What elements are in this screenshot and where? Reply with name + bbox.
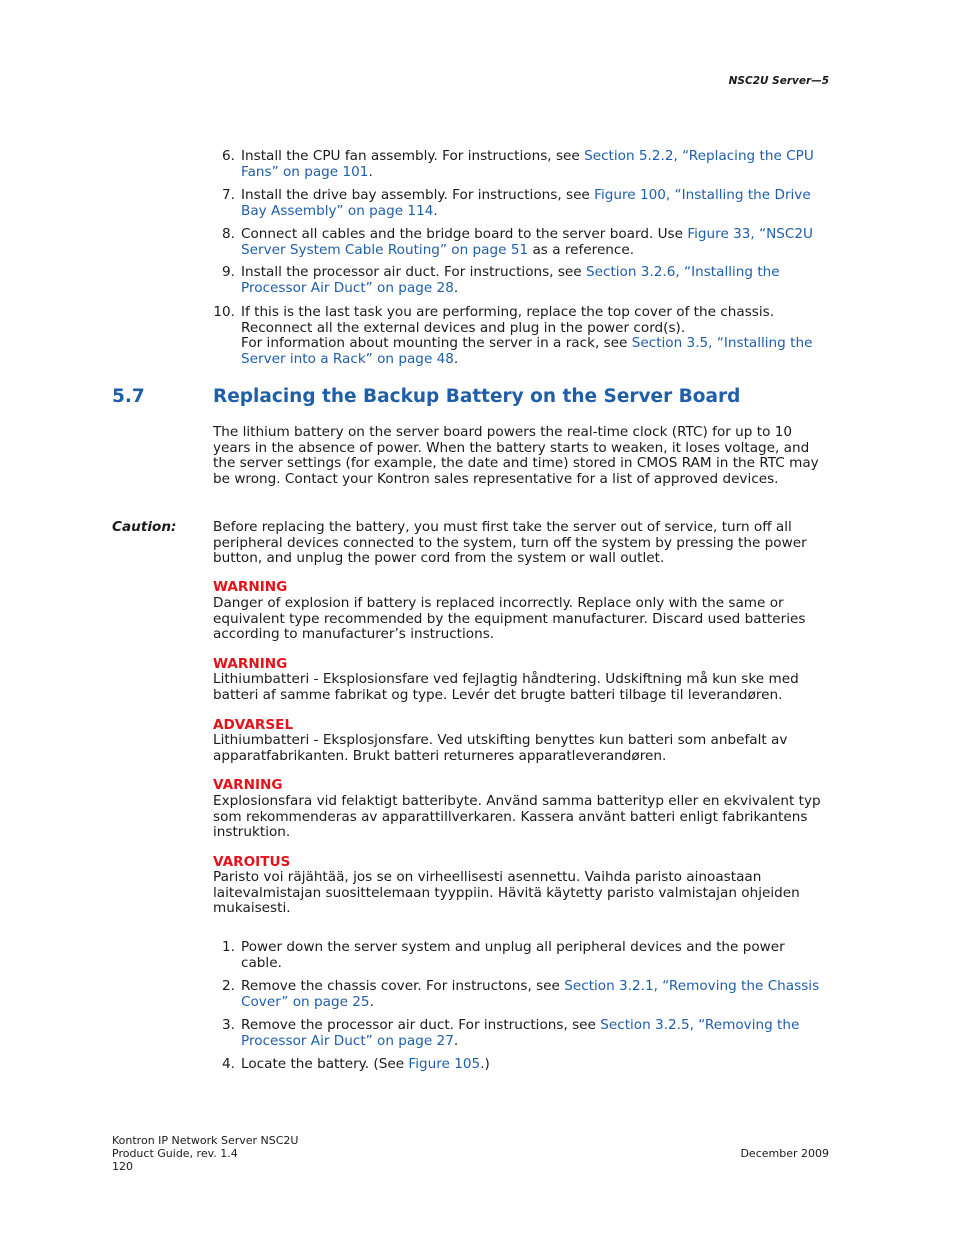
list-item xyxy=(222,148,831,180)
caution-label: Caution: xyxy=(112,519,177,535)
step-text: If this is the last task you are performing, replace the top cover of the chassis. Reconnect all the external devices and plug in the power cord(s). xyxy=(241,304,775,336)
cross-reference-link[interactable]: Figure 33, “NSC2U Server System Cable Routing” on page 51 xyxy=(241,226,814,258)
step-text-end: . xyxy=(369,993,374,1010)
step-text: Install the drive bay assembly. For instructions, see xyxy=(241,187,595,203)
cross-reference-link[interactable]: Section 3.2.1, “Removing the Chassis Cover” on page 25 xyxy=(241,978,820,1010)
warning-text: Paristo voi räjähtää, jos se on virheellisesti asennettu. Vaihda paristo ainoastaan laitevalmistajan suosittelemaan tyyppiin. Hävitä käytetty paristo valmistajan ohjeiden mukaisesti. xyxy=(213,869,800,917)
step-text-continued: For information about mounting the server in a rack, see xyxy=(241,335,632,352)
step-text-end: . xyxy=(453,1032,459,1049)
step-text-end: . xyxy=(368,163,373,180)
section-title: Replacing the Backup Battery on the Server Board xyxy=(213,386,741,407)
list-item xyxy=(213,304,831,367)
list-item xyxy=(222,226,831,258)
footer-product: Kontron IP Network Server NSC2U xyxy=(112,1134,299,1147)
step-text: Locate the battery. (See xyxy=(241,1056,409,1072)
step-number: 2. xyxy=(222,978,235,994)
cross-reference-link[interactable]: Section 5.2.2, “Replacing the CPU Fans” on page 101 xyxy=(241,148,814,180)
list-item xyxy=(222,187,831,219)
warning-text: Lithiumbatteri - Eksplosionsfare ved fejlagtig håndtering. Udskiftning må kun ske med batteri af samme fabrikat og type. Levér det brugte batteri tilbage til leverandøren. xyxy=(213,671,799,703)
cross-reference-link[interactable]: Figure 100, “Installing the Drive Bay Assembly” on page 114 xyxy=(241,187,811,219)
cross-reference-link[interactable]: Section 3.2.6, “Installing the Processor Air Duct” on page 28 xyxy=(241,264,780,296)
step-number: 8. xyxy=(222,226,235,242)
warning-title: WARNING xyxy=(213,656,288,672)
footer-date: December 2009 xyxy=(740,1147,829,1160)
section-number: 5.7 xyxy=(112,386,145,407)
list-item xyxy=(222,264,831,296)
step-number: 1. xyxy=(222,939,235,955)
warning-text: Lithiumbatteri - Eksplosjonsfare. Ved utskifting benyttes kun batteri som anbefalt av apparatfabrikanten. Brukt batteri returneres apparatleverandøren. xyxy=(213,732,788,764)
step-number: 9. xyxy=(222,264,235,280)
step-number: 6. xyxy=(222,148,235,164)
warning-text: Explosionsfara vid felaktigt batteribyte. Använd samma batterityp eller en ekvivalent typ som rekommenderas av apparattillverkaren. Kassera använt batteri enligt fabrikantens instruktion. xyxy=(213,793,821,841)
step-number: 10. xyxy=(213,304,235,320)
cross-reference-link[interactable]: Section 3.2.5, “Removing the Processor Air Duct” on page 27 xyxy=(241,1017,800,1049)
warning-title: ADVARSEL xyxy=(213,717,294,733)
caution-text: Before replacing the battery, you must first take the server out of service, turn off all peripheral devices connected to the system, turn off the system by pressing the power button, and unplug the power cord from the system or wall outlet. xyxy=(213,519,807,567)
footer-guide: Product Guide, rev. 1.4 xyxy=(112,1147,238,1160)
step-text: Power down the server system and unplug all peripheral devices and the power cable. xyxy=(241,939,785,971)
step-text-end: as a reference. xyxy=(528,241,635,258)
warning-title: VARNING xyxy=(213,777,283,793)
warning-title: VAROITUS xyxy=(213,854,291,870)
running-header: NSC2U Server—5 xyxy=(728,75,829,87)
step-number: 3. xyxy=(222,1017,235,1033)
step-text: Remove the processor air duct. For instructions, see xyxy=(241,1017,601,1033)
list-item xyxy=(222,1056,831,1073)
page-number: 120 xyxy=(112,1160,133,1173)
list-item xyxy=(222,1017,831,1049)
cross-reference-link[interactable]: Figure 105 xyxy=(408,1056,481,1072)
step-text: Install the processor air duct. For instructions, see xyxy=(241,264,586,280)
step-text-end: .) xyxy=(480,1056,490,1072)
warning-title: WARNING xyxy=(213,579,288,595)
step-text: Connect all cables and the bridge board to the server board. Use xyxy=(241,226,688,242)
warning-text: Danger of explosion if battery is replaced incorrectly. Replace only with the same or equivalent type recommended by the equipment manufacturer. Discard used batteries according to manufacturer’s instructions. xyxy=(213,595,806,643)
step-number: 4. xyxy=(222,1056,235,1072)
step-text-end: . xyxy=(453,279,459,296)
list-item xyxy=(222,978,831,1010)
footer-left xyxy=(112,1134,298,1173)
step-text: Remove the chassis cover. For instructons, see xyxy=(241,978,565,994)
step-text-end: . xyxy=(433,202,438,219)
step-text-end: . xyxy=(453,350,459,367)
cross-reference-link[interactable]: Section 3.5, “Installing the Server into a Rack” on page 48 xyxy=(241,335,813,367)
list-item xyxy=(222,939,813,971)
step-text: Install the CPU fan assembly. For instructions, see xyxy=(241,148,585,164)
step-number: 7. xyxy=(222,187,235,203)
intro-paragraph: The lithium battery on the server board powers the real-time clock (RTC) for up to 10 years in the absence of power. When the battery starts to weaken, it loses voltage, and the server settings (for example, the date and time) stored in CMOS RAM in the RTC may be wrong. Contact your Kontron sales representative for a list of approved devices. xyxy=(213,424,819,487)
